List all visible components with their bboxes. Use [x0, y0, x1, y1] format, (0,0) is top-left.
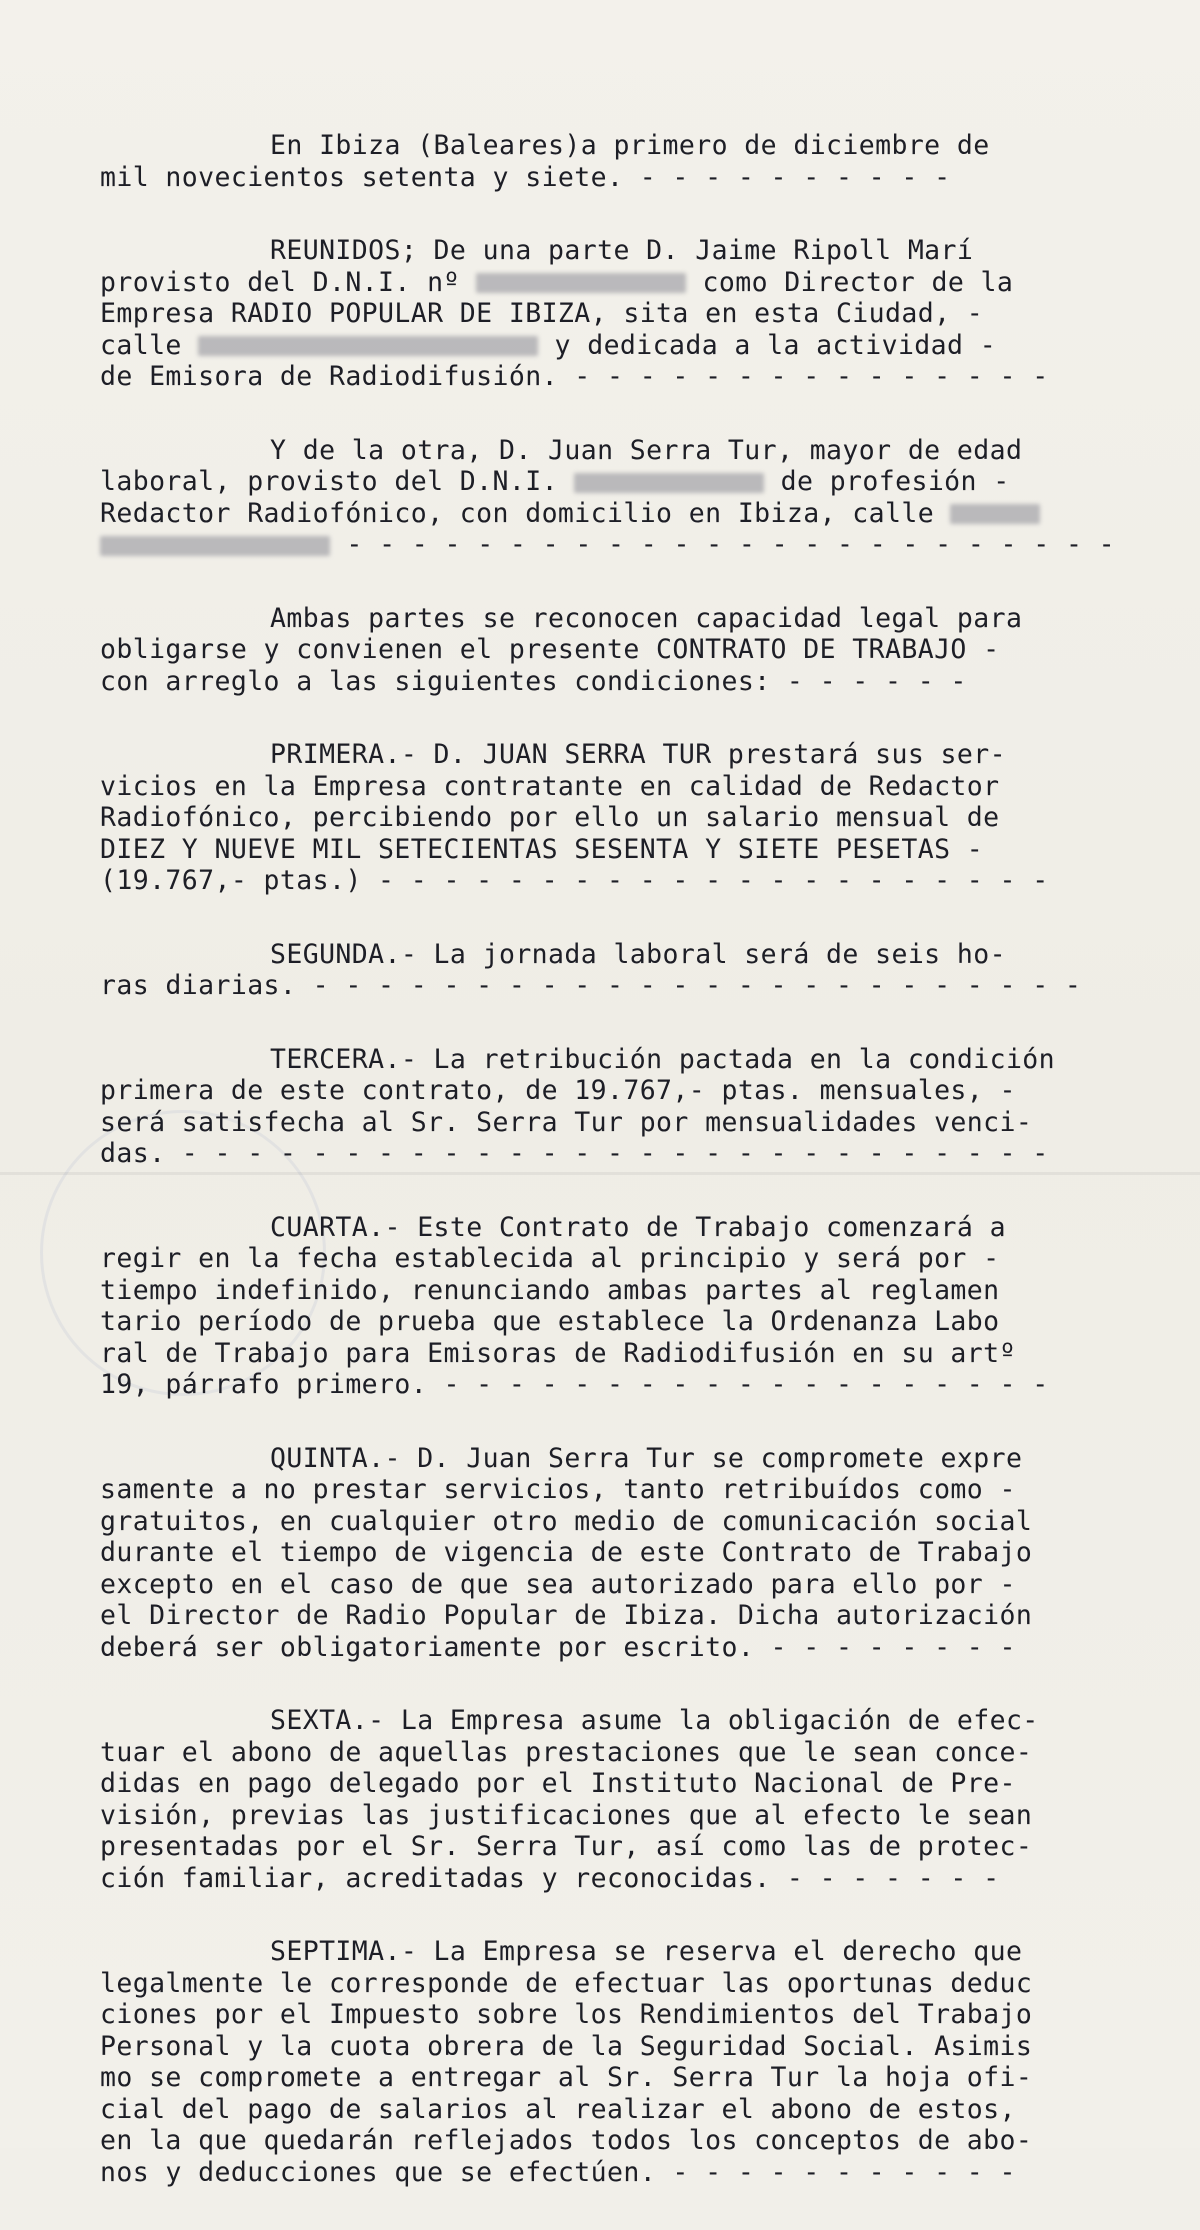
text-line: REUNIDOS; De una parte D. Jaime Ripoll Marí — [270, 235, 974, 266]
text-line: 19, párrafo primero. - - - - - - - - - - - - - - - - - - - — [100, 1369, 1049, 1400]
text-line: presentadas por el Sr. Serra Tur, así como las de protec- — [100, 1831, 1033, 1862]
text-line: SEPTIMA.- La Empresa se reserva el derecho que — [270, 1936, 1023, 1967]
text-line: mil novecientos setenta y siete. - - - - - - - - - - — [100, 161, 951, 193]
text-line: legalmente le corresponde de efectuar las oportunas deduc — [100, 1967, 1033, 1999]
text-line: Empresa RADIO POPULAR DE IBIZA, sita en esta Ciudad, - — [100, 298, 984, 329]
text-line: primera de este contrato, de 19.767,- ptas. mensuales, - — [100, 1075, 1016, 1106]
text-line: didas en pago delegado por el Instituto Nacional de Pre- — [100, 1768, 1016, 1799]
contract-body — [100, 130, 1150, 2230]
text-line-with-redaction — [100, 267, 1150, 299]
text-segment: calle — [100, 329, 182, 361]
text-line: QUINTA.- D. Juan Serra Tur se compromete expre — [270, 1442, 1023, 1474]
paragraph-intro — [100, 130, 1150, 193]
redacted-address — [950, 504, 1040, 524]
clause-quinta — [100, 1443, 1150, 1664]
text-line: mo se compromete a entregar al Sr. Serra Tur la hoja ofi- — [100, 2062, 1033, 2093]
text-line: PRIMERA.- D. JUAN SERRA TUR prestará sus ser- — [270, 739, 1006, 770]
text-line: SEXTA.- La Empresa asume la obligación de efec- — [270, 1705, 1039, 1736]
text-line: das. - - - - - - - - - - - - - - - - - - - - - - - - - - - — [100, 1138, 1049, 1169]
text-line: Ambas partes se reconocen capacidad legal para — [270, 602, 1023, 634]
text-line: En Ibiza (Baleares)a primero de diciembre de — [270, 130, 990, 161]
paragraph-otra-parte — [100, 435, 1150, 561]
text-line: ción familiar, acreditadas y reconocidas. - - - - - - - — [100, 1862, 1000, 1894]
text-line-with-redaction — [100, 498, 1150, 530]
text-line: excepto en el caso de que sea autorizado para ello por - — [100, 1568, 1016, 1600]
text-line: nos y deducciones que se efectúen. - - - - - - - - - - - — [100, 2156, 1016, 2188]
redacted-address-continued — [100, 536, 330, 556]
text-line: cial del pago de salarios al realizar el abono de estos, — [100, 2093, 1016, 2125]
text-segment: de profesión - — [780, 466, 1010, 497]
text-line: TERCERA.- La retribución pactada en la condición — [270, 1043, 1056, 1075]
text-line: gratuitos, en cualquier otro medio de comunicación social — [100, 1505, 1033, 1537]
text-segment: como Director de la — [702, 266, 1014, 298]
text-segment: provisto del D.N.I. nº — [100, 266, 460, 298]
text-line-with-redaction — [100, 330, 1150, 362]
text-line: ciones por el Impuesto sobre los Rendimientos del Trabajo — [100, 1999, 1033, 2030]
text-line: SEGUNDA.- La jornada laboral será de seis ho- — [270, 938, 1006, 970]
text-line: tiempo indefinido, renunciando ambas partes al reglamen — [100, 1274, 1000, 1306]
clause-tercera — [100, 1044, 1150, 1170]
text-line: CUARTA.- Este Contrato de Trabajo comenzará a — [270, 1211, 1006, 1243]
text-line-with-redaction — [100, 529, 1150, 561]
clause-segunda — [100, 939, 1150, 1002]
text-segment: laboral, provisto del D.N.I. — [100, 466, 558, 497]
text-line: Personal y la cuota obrera de la Seguridad Social. Asimis — [100, 2030, 1033, 2062]
text-line: ral de Trabajo para Emisoras de Radiodifusión en su artº — [100, 1337, 1016, 1369]
clause-cuarta — [100, 1212, 1150, 1401]
text-line: con arreglo a las siguientes condiciones: - - - - - - — [100, 665, 967, 697]
redacted-dni — [574, 473, 764, 493]
text-line: regir en la fecha establecida al principio y será por - — [100, 1243, 1000, 1274]
text-line: deberá ser obligatoriamente por escrito. - - - - - - - - — [100, 1631, 1016, 1663]
text-line: durante el tiempo de vigencia de este Contrato de Trabajo — [100, 1537, 1033, 1568]
text-line: DIEZ Y NUEVE MIL SETECIENTAS SESENTA Y SIETE PESETAS - — [100, 833, 984, 865]
text-line: Radiofónico, percibiendo por ello un salario mensual de — [100, 802, 1000, 833]
text-line: tuar el abono de aquellas prestaciones que le sean conce- — [100, 1736, 1033, 1768]
text-line: samente a no prestar servicios, tanto retribuídos como - — [100, 1474, 1016, 1505]
text-line: vicios en la Empresa contratante en calidad de Redactor — [100, 770, 1000, 802]
clause-primera — [100, 739, 1150, 897]
paragraph-reunidos — [100, 235, 1150, 393]
paragraph-ambas-partes — [100, 603, 1150, 698]
text-line: en la que quedarán reflejados todos los conceptos de abo- — [100, 2125, 1033, 2156]
text-line: Y de la otra, D. Juan Serra Tur, mayor de edad — [270, 434, 1023, 466]
text-line-with-redaction — [100, 466, 1150, 498]
text-line: visión, previas las justificaciones que al efecto le sean — [100, 1799, 1033, 1831]
redacted-dni — [476, 273, 686, 293]
text-line: tario período de prueba que establece la Ordenanza Labo — [100, 1306, 1000, 1337]
text-segment: - - - - - - - - - - - - - - - - - - - - - - - - — [346, 529, 1116, 560]
text-line: será satisfecha al Sr. Serra Tur por mensualidades venci- — [100, 1106, 1033, 1138]
text-line: el Director de Radio Popular de Ibiza. Dicha autorización — [100, 1600, 1033, 1631]
text-line: obligarse y convienen el presente CONTRATO DE TRABAJO - — [100, 634, 1000, 665]
clause-septima — [100, 1936, 1150, 2188]
clause-sexta — [100, 1705, 1150, 1894]
text-line: de Emisora de Radiodifusión. - - - - - - - - - - - - - - - — [100, 361, 1049, 392]
redacted-address — [198, 336, 538, 356]
text-line: (19.767,- ptas.) - - - - - - - - - - - - - - - - - - - - - — [100, 865, 1049, 896]
text-segment: y dedicada a la actividad - — [554, 329, 997, 361]
text-line: ras diarias. - - - - - - - - - - - - - - - - - - - - - - - - — [100, 970, 1082, 1001]
text-segment: Redactor Radiofónico, con domicilio en Ibiza, calle — [100, 497, 935, 529]
